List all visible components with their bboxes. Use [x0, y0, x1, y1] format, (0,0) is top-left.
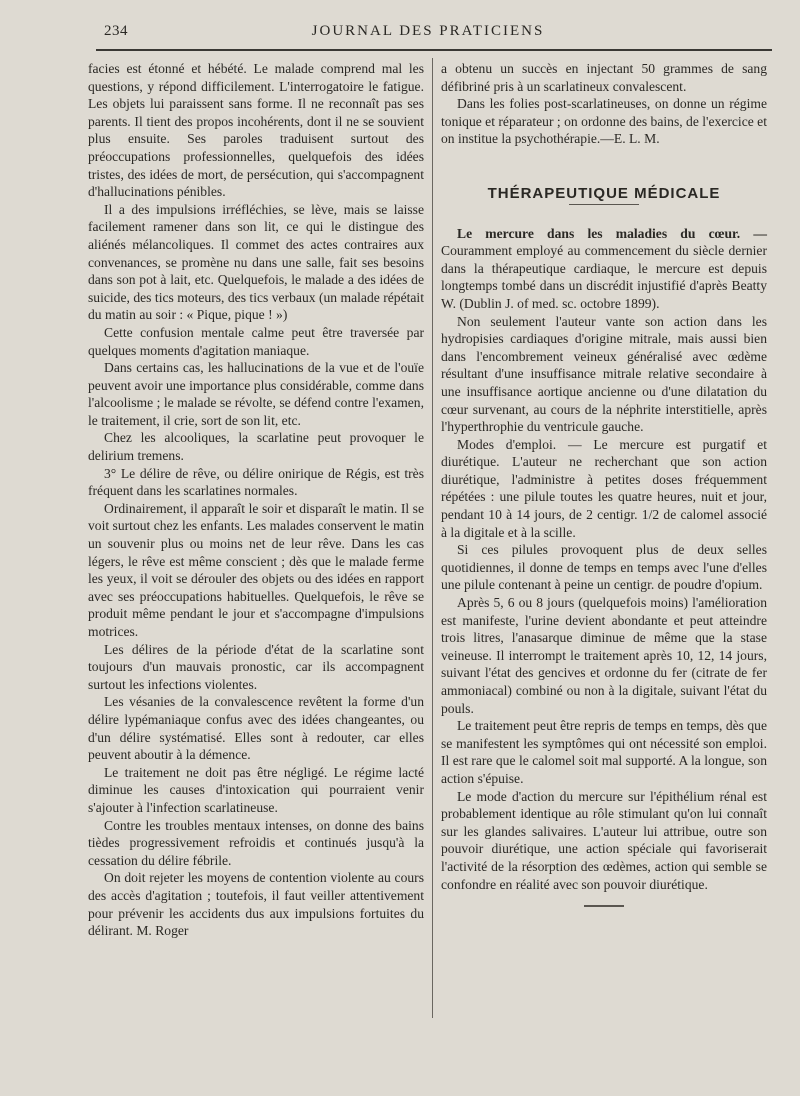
page-header [90, 20, 766, 44]
paragraph: Le traitement peut être repris de temps en temps, dès que se manifestent les symptômes qui ont nécessité son emploi. Il est rare que le calomel soit mal supporté. A la longue, son action s'épuise. [441, 718, 767, 786]
paragraph: Les délires de la période d'état de la scarlatine sont toujours d'un mauvais pronostic, car ils accompagnent surtout les infections violentes. [88, 641, 424, 692]
section-title: THÉRAPEUTIQUE MÉDICALE [487, 184, 721, 202]
paragraph: facies est étonné et hébété. Le malade comprend mal les questions, y répond difficilement. L'interrogatoire le fatigue. Les objets lui paraissent sans forme. Il ne reconnaît pas ses parents. Il tient des propos incohérents, dont il ne se souvient plus ensuite. Ses paroles traduisent surtout des préoccupations professionnelles, quelquefois des idées tristes, des idées de mort, de persécution, qui s'accompagnent d'hallucinations pénibles. [88, 61, 424, 200]
paragraph: Cette confusion mentale calme peut être traversée par quelques moments d'agitation maniaque. [88, 324, 424, 358]
paragraph: 3° Le délire de rêve, ou délire onirique de Régis, est très fréquent dans les scarlatines normales. [88, 465, 424, 499]
end-ornament [584, 905, 624, 907]
right-column [441, 60, 767, 907]
paragraph: Ordinairement, il apparaît le soir et disparaît le matin. Il se voit surtout chez les enfants. Les malades conservent le matin un souvenir plus ou moins net de leur rêve. Dans les cas légers, le rêve est même conscient ; dès que le malade ferme les yeux, il voit se dérouler des objets ou des idées en rapport avec ses préoccupations habituelles. Quelquefois, le rêve se produit même pendant le jour et s'accompagne d'impulsions motrices. [88, 500, 424, 639]
column-divider [432, 58, 433, 1018]
header-rule [96, 49, 772, 51]
paragraph: Contre les troubles mentaux intenses, on donne des bains tièdes progressivement refroidis et continués jusqu'à la cessation du délire fébrile. [88, 817, 424, 868]
article-title: Le mercure dans les maladies du cœur. — [457, 225, 767, 241]
journal-title: JOURNAL DES PRATICIENS [311, 23, 545, 39]
paragraph: Dans certains cas, les hallucinations de la vue et de l'ouïe peuvent avoir une importance plus considérable, comme dans l'alcoolisme ; le malade se révolte, se défend contre l'examen, le traitement, il crie, sort de son lit, etc. [88, 360, 424, 428]
paragraph: Le traitement ne doit pas être négligé. Le régime lacté diminue les causes d'intoxication qui pourraient venir s'ajouter à l'infection scarlatineuse. [88, 764, 424, 815]
page-number: 234 [104, 23, 128, 39]
paragraph: Non seulement l'auteur vante son action dans les hydropisies cardiaques d'origine mitrale, mais aussi bien dans l'encombrement veineux généralisé avec œdème résultant d'une insuffisance mitrale relative secondaire à une insuffisance aortique ancienne ou d'une dilatation du cœur survenant, au cours de la néphrite interstitielle, après l'hyperthrophie du ventricule gauche. [441, 313, 767, 435]
paragraph: Le mode d'action du mercure sur l'épithélium rénal est probablement identique au rôle stimulant qu'on lui connaît sur les glandes salivaires. L'auteur lui attribue, outre son pouvoir diurétique, une action spéciale qui favoriserait l'activité de la résorption des œdèmes, action qui semble se confondre en réalité avec son pouvoir diurétique. [441, 788, 767, 892]
paragraph: Il a des impulsions irréfléchies, se lève, mais se laisse facilement ramener dans son lit, ce qui le distingue des aliénés mélancoliques. Il commet des actes contraires aux convenances, se promène nu dans une salle, fait ses besoins dans son pot à lait, etc. Quelquefois, le malade a des idées de suicide, des tics moteurs, des tics verbaux (un malade répétait du matin au soir : « Pique, pique ! ») [88, 201, 424, 323]
paragraph: Les vésanies de la convalescence revêtent la forme d'un délire lypémaniaque confus avec des idées changeantes, ou d'un délire systématisé. Elles sont à redouter, car elles peuvent aboutir à la démence. [88, 694, 424, 763]
paragraph: a obtenu un succès en injectant 50 grammes de sang défibriné pris à un scarlatineux convalescent. [441, 61, 767, 94]
section-title-rule [569, 204, 639, 205]
article-intro: Couramment employé au commencement du siècle dernier dans la thérapeutique cardiaque, le mercure est depuis longtemps tombé dans un discrédit injustifié d'après Beatty W. (Dublin J. of med. sc. octobre 1899). [441, 243, 767, 311]
article-lead [441, 225, 767, 313]
paragraph: Chez les alcooliques, la scarlatine peut provoquer le delirium tremens. [88, 430, 424, 464]
paragraph: Modes d'emploi. — Le mercure est purgatif et diurétique. L'auteur ne recherchant que son action diurétique, l'administre à petites doses fréquemment répétées : une pilule toutes les quatre heures, nuit et jour, pendant 10 à 14 jours, de 2 centigr. 1/2 de calomel associé à la digitale et à la scille. [441, 436, 767, 540]
paragraph: Si ces pilules provoquent plus de deux selles quotidiennes, il donne de temps en temps avec l'une d'elles une pilule contenant à peine un centigr. de poudre d'opium. [441, 542, 767, 593]
left-column [88, 60, 424, 940]
paragraph: On doit rejeter les moyens de contention violente au cours des accès d'agitation ; toutefois, il faut veiller attentivement pour prévenir les accidents dus aux impulsions fortuites du délirant. M. Roger [88, 870, 424, 939]
paragraph: Dans les folies post-scarlatineuses, on donne un régime tonique et réparateur ; on ordonne des bains, de l'exercice et on institue la psychothérapie.—E. L. M. [441, 96, 767, 147]
paragraph: Après 5, 6 ou 8 jours (quelquefois moins) l'amélioration est manifeste, l'urine devient abondante et peut atteindre trois litres, l'anasarque diminue de même que la stase veineuse. Il interrompt le traitement après 10, 12, 14 jours, suivant l'état des gencives et ordonne du fer (citrate de fer ammoniacal) combiné ou non à la digitale, suivant l'état du pouls. [441, 595, 767, 716]
